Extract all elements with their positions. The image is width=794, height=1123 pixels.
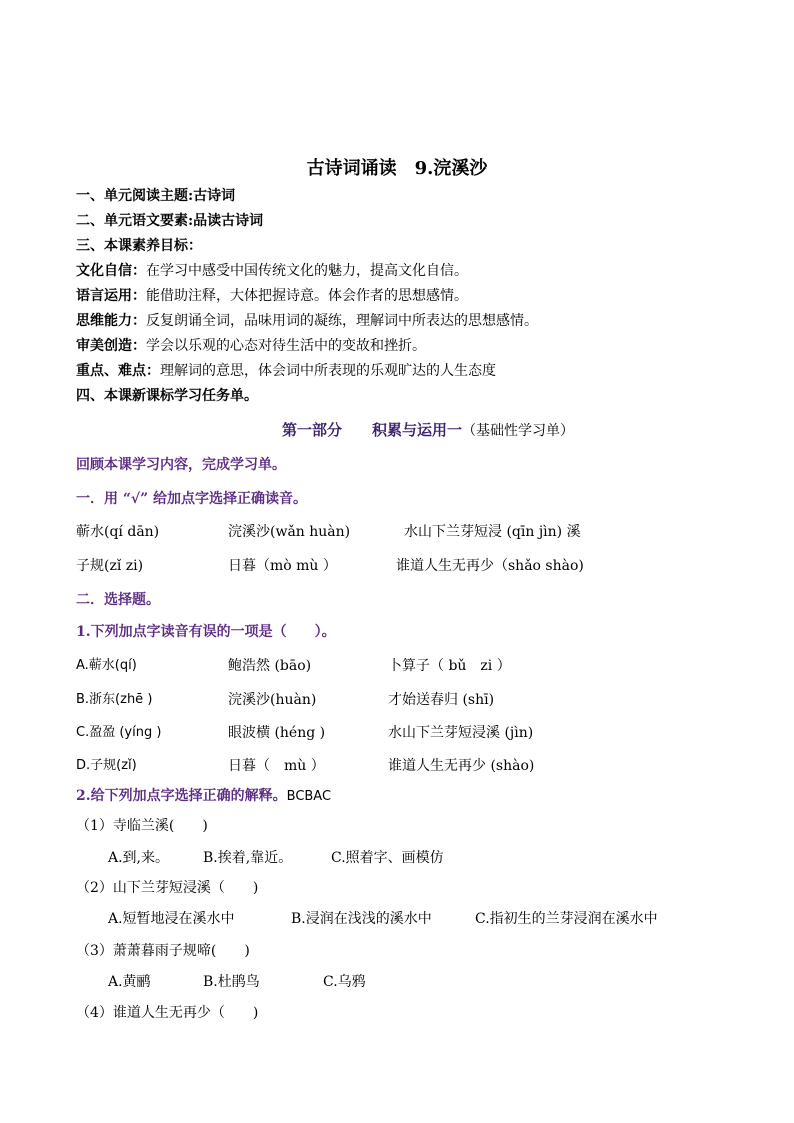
q1-cell: 日暮（mò mù ） [228, 558, 337, 574]
q1-title: 一．用 “√” 给加点字选择正确读音。 [76, 491, 308, 507]
goal-label: 思维能力： [76, 313, 146, 329]
header-item-element [76, 211, 263, 231]
q2-option-cell: 浣溪沙(huàn) [228, 692, 317, 708]
q2-item-question: （1）寺临兰溪( ) [76, 818, 208, 834]
q1-cell: 蕲水(qí dān) [76, 524, 160, 540]
goal-text: 在学习中感受中国传统文化的魅力，提高文化自信。 [146, 263, 468, 279]
q2-option-cell: C.盈盈 (yíng ) [76, 725, 162, 740]
q2-option-cell: 卜算子（ bǔ zi ） [388, 658, 511, 674]
q1-cell: 浣溪沙(wǎn huàn) [228, 524, 351, 540]
q2-item-choice: A.短暂地浸在溪水中 [108, 911, 235, 927]
goal-text: 学会以乐观的心态对待生活中的变故和挫折。 [146, 338, 426, 354]
goal-label: 审美创造： [76, 338, 146, 354]
q2-item-choice: B.杜鹃鸟 [203, 974, 260, 990]
q2-item-question: （3）萧萧暮雨子规啼( ) [76, 943, 250, 959]
goal-key-points [76, 361, 496, 381]
header-item-theme [76, 186, 235, 206]
q1-cell: 谁道人生无再少（shǎo shào) [396, 558, 584, 574]
intro-instruction: 回顾本课学习内容，完成学习单。 [76, 457, 286, 473]
q2-sub2-answer: BCBAC [286, 789, 332, 804]
goal-text: 理解词的意思，体会词中所表现的乐观旷达的人生态度 [160, 363, 496, 379]
header-item-theme-label: 一、单元阅读主题: [76, 188, 194, 204]
q2-option-cell: A.蕲水(qí) [76, 658, 137, 673]
q1-cell: 子规(zǐ zi) [76, 558, 144, 574]
header-item-tasks: 四、本课新课标学习任务单。 [76, 388, 258, 404]
section-title: 第一部分 积累与运用一 [282, 421, 463, 439]
goal-label: 语言运用： [76, 288, 146, 304]
q2-option-cell: B.浙东(zhē ) [76, 692, 153, 707]
goal-culture [76, 261, 468, 281]
q2-option-cell: 水山下兰芽短浸溪 (jìn) [388, 725, 534, 741]
goal-thinking [76, 311, 538, 331]
q2-item-choice: B.浸润在浅浅的溪水中 [291, 911, 432, 927]
q1-cell: 水山下兰芽短浸 (qīn jìn) 溪 [404, 524, 581, 540]
q2-sub1: 1.下列加点字读音有误的一项是（ ）。 [76, 624, 336, 640]
q2-item-choice: C.照着字、画模仿 [331, 850, 444, 866]
q2-item-choice: A.黄鹂 [108, 974, 151, 990]
q2-item-choice: A.到,来。 [108, 850, 170, 866]
section-heading [282, 420, 574, 441]
q2-title: 二．选择题。 [76, 592, 160, 608]
q2-option-cell: 才始送春归 (shī) [388, 692, 495, 708]
section-subtitle: （基础性学习单） [462, 423, 575, 439]
goal-text: 反复朗诵全词，品味用词的凝练，理解词中所表达的思想感情。 [146, 313, 538, 329]
q2-option-cell: 眼波横 (héng ) [228, 725, 326, 741]
header-item-element-value: 品读古诗词 [193, 213, 264, 229]
goal-text: 能借助注释，大体把握诗意。体会作者的思想感情。 [146, 288, 468, 304]
q2-option-cell: 谁道人生无再少 (shào) [388, 758, 535, 774]
goal-label: 文化自信： [76, 263, 146, 279]
q2-sub2 [76, 786, 331, 807]
q2-item-question: （2）山下兰芽短浸溪（ ) [76, 880, 259, 896]
q2-option-cell: 日暮（ mù ） [228, 758, 325, 774]
q2-item-choice: C.乌鸦 [323, 974, 366, 990]
header-item-theme-value: 古诗词 [193, 188, 236, 204]
q2-sub2-text: 2.给下列加点字选择正确的解释。 [76, 788, 287, 804]
q2-item-question: （4）谁道人生无再少（ ) [76, 1005, 259, 1021]
q2-item-choice: B.挨着,靠近。 [203, 850, 293, 866]
q2-item-choice: C.指初生的兰芽浸润在溪水中 [475, 911, 658, 927]
header-item-goals: 三、本课素养目标： [76, 238, 202, 254]
header-item-element-label: 二、单元语文要素: [76, 213, 194, 229]
goal-language [76, 286, 468, 306]
q2-option-cell: D.子规(zǐ) [76, 758, 137, 773]
goal-label: 重点、难点： [76, 363, 160, 379]
page-title: 古诗词诵读 9.浣溪沙 [306, 158, 488, 179]
q2-option-cell: 鲍浩然 (bāo) [228, 658, 312, 674]
goal-aesthetic [76, 336, 426, 356]
